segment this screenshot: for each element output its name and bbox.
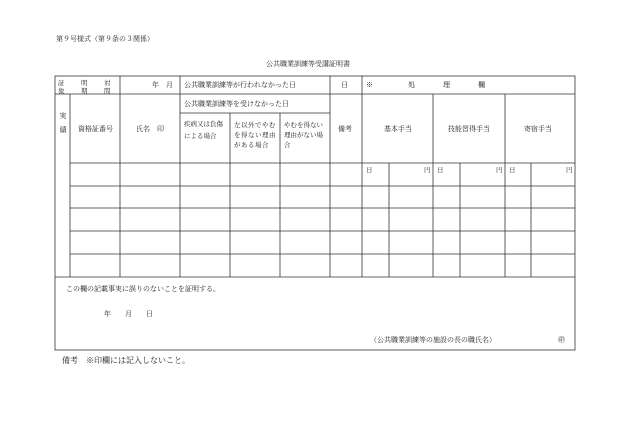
jitsuseki-label: 実 績 — [59, 112, 67, 133]
unavoidable-left-header: 左以外でやむを得ない理由がある場合 — [234, 121, 276, 149]
unavoidable-header: やむを得ない理由がない場合 — [284, 121, 323, 149]
form-number: 第９号様式（第９条の３関係） — [56, 35, 154, 43]
table-border — [55, 76, 575, 350]
skill-yen-unit: 円 — [496, 166, 503, 174]
certification-statement: この欄の記載事実に誤りのないことを証明する。 — [66, 285, 220, 293]
processing-label: ※ 処 理 欄 — [366, 81, 485, 89]
lodging-allowance-header: 寄宿手当 — [524, 125, 552, 133]
qualification-no-header: 資格証番号 — [78, 125, 113, 133]
basic-day-unit: 日 — [366, 166, 373, 174]
not-attended-group-label: 公共職業訓練等を受けなかった日 — [184, 100, 289, 108]
remarks-header: 備考 — [338, 125, 352, 133]
skill-allowance-header: 技能習得手当 — [448, 125, 490, 133]
form-title: 公共職業訓練等受講証明書 — [266, 60, 350, 68]
basic-yen-unit: 円 — [424, 166, 431, 174]
certification-signer: （公共職業訓練等の施設の長の職氏名） — [370, 336, 496, 344]
period-label: 証 明 対 象 期 間 — [58, 79, 127, 95]
name-seal-header: 氏名 印 — [136, 125, 164, 133]
seal-mark: ㊞ — [558, 336, 565, 344]
lodging-yen-unit: 円 — [566, 166, 573, 174]
basic-allowance-header: 基本手当 — [384, 125, 412, 133]
lodging-day-unit: 日 — [509, 166, 516, 174]
skill-day-unit: 日 — [437, 166, 444, 174]
not-held-days-label: 公共職業訓練等が行われなかった日 — [184, 81, 296, 89]
certification-date: 年 月 日 — [104, 310, 153, 318]
month-label: 年 月 — [152, 81, 173, 89]
day-unit-label: 日 — [341, 81, 348, 89]
illness-header: 疾病又は負傷による場合 — [184, 120, 223, 140]
footer-note: 備考 ※印欄には記入しないこと。 — [62, 356, 190, 365]
